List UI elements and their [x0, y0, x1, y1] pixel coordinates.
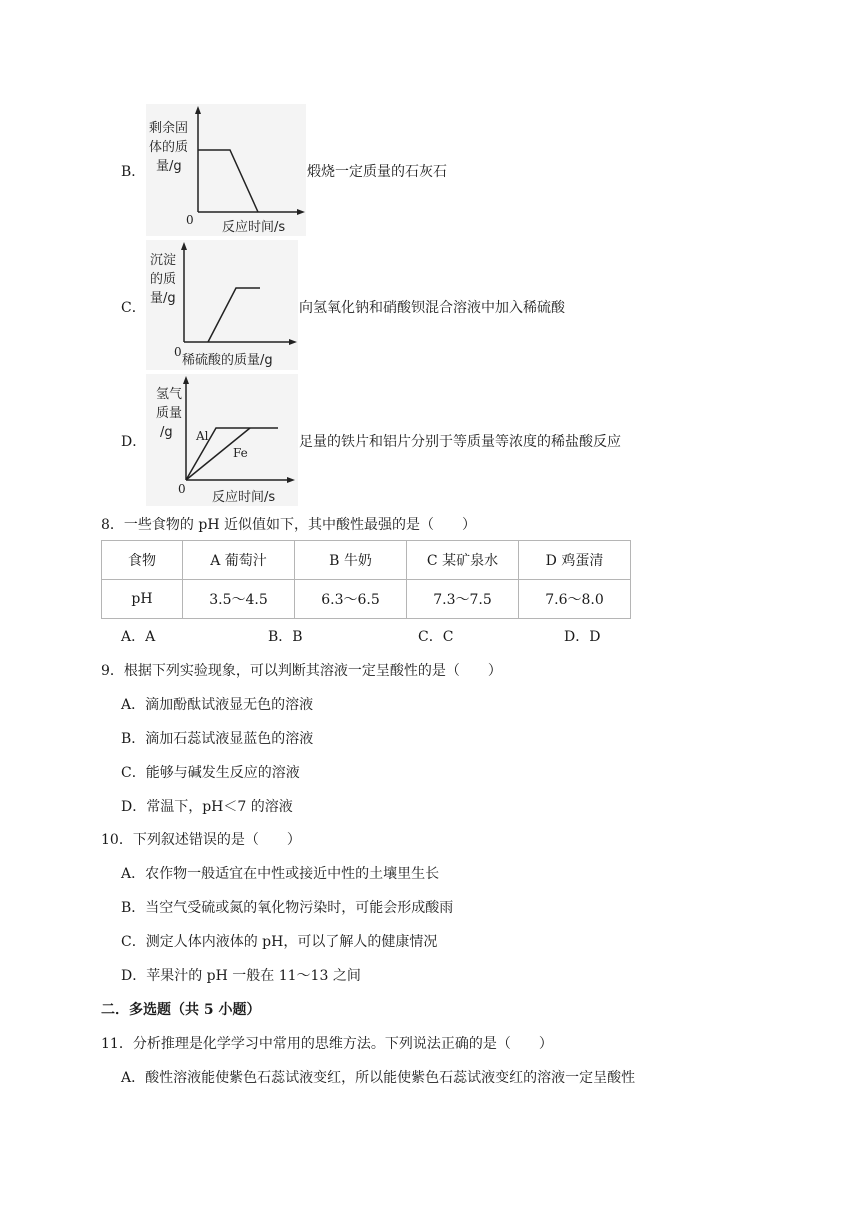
graph-c-ylabel-2: 的质	[150, 272, 177, 287]
graph-c-ylabel-3: 量/g	[150, 291, 176, 306]
graph-b-y-arrow	[195, 106, 201, 114]
table-header-cell: A 葡萄汁	[183, 541, 295, 580]
graph-d-description: 足量的铁片和铝片分别于等质量等浓度的稀盐酸反应	[299, 434, 621, 450]
q10-option-d: D．苹果汁的 pH 一般在 11～13 之间	[121, 968, 361, 984]
q9-option-c: C．能够与碱发生反应的溶液	[121, 765, 300, 781]
graph-b-remaining-solid	[146, 104, 306, 236]
q8-ph-table	[101, 540, 631, 619]
graph-d-hydrogen	[146, 374, 298, 506]
table-cell: 3.5～4.5	[183, 580, 295, 619]
q9-option-b: B．滴加石蕊试液显蓝色的溶液	[121, 731, 314, 747]
graph-d-ylabel-1: 氢气	[156, 387, 183, 402]
graph-b-description: 煅烧一定质量的石灰石	[307, 164, 447, 180]
q11-option-a: A．酸性溶液能使紫色石蕊试液变红，所以能使紫色石蕊试液变红的溶液一定呈酸性	[121, 1070, 636, 1086]
graph-c-y-arrow	[181, 242, 187, 250]
table-header-cell: B 牛奶	[295, 541, 407, 580]
graph-c-origin: 0	[174, 345, 182, 359]
graph-b-xlabel: 反应时间/s	[222, 220, 286, 235]
q8-option-c: C．C	[418, 629, 454, 645]
graph-b-ylabel-2: 体的质	[149, 140, 189, 155]
option-letter-c: C．	[121, 300, 146, 316]
graph-d-xlabel: 反应时间/s	[212, 490, 276, 505]
graph-b-ylabel-3: 量/g	[156, 159, 182, 174]
graph-d-ylabel-3: /g	[160, 425, 173, 440]
q10-option-a: A．农作物一般适宜在中性或接近中性的土壤里生长	[121, 866, 440, 882]
table-row	[102, 541, 631, 580]
graph-b-curve	[198, 150, 258, 212]
graph-c-curve	[208, 288, 260, 342]
graph-d-ylabel-2: 质量	[156, 406, 183, 421]
graph-d-fe-label: Fe	[233, 446, 248, 460]
q8-option-d: D．D	[564, 629, 601, 645]
graph-b-x-arrow	[297, 209, 305, 215]
graph-b-origin: 0	[186, 213, 194, 227]
option-letter-b: B．	[121, 164, 146, 180]
q9-option-a: A．滴加酚酞试液显无色的溶液	[121, 697, 314, 713]
table-header-cell: D 鸡蛋清	[519, 541, 631, 580]
graph-c-precipitate	[146, 240, 298, 370]
graph-c-xlabel: 稀硫酸的质量/g	[182, 353, 273, 368]
q8-option-a: A．A	[121, 629, 156, 645]
graph-d-al-label: Al	[196, 429, 209, 443]
q8-option-b: B．B	[268, 629, 303, 645]
graph-b-ylabel-1: 剩余固	[149, 121, 189, 136]
option-letter-d: D．	[121, 434, 147, 450]
q9-stem: 9．根据下列实验现象，可以判断其溶液一定呈酸性的是（ ）	[101, 663, 502, 679]
table-cell: pH	[102, 580, 183, 619]
graph-c-x-arrow	[289, 339, 297, 345]
section-heading-multiple-choice: 二．多选题（共 5 小题）	[101, 1002, 261, 1018]
graph-d-y-arrow	[183, 376, 189, 384]
q8-stem: 8．一些食物的 pH 近似值如下，其中酸性最强的是（ ）	[101, 517, 476, 533]
q11-stem: 11．分析推理是化学学习中常用的思维方法。下列说法正确的是（ ）	[101, 1036, 553, 1052]
q10-option-c: C．测定人体内液体的 pH，可以了解人的健康情况	[121, 934, 438, 950]
q9-option-d: D．常温下，pH＜7 的溶液	[121, 799, 293, 815]
table-header-cell: C 某矿泉水	[407, 541, 519, 580]
table-row	[102, 580, 631, 619]
q10-option-b: B．当空气受硫或氮的氧化物污染时，可能会形成酸雨	[121, 900, 454, 916]
graph-c-ylabel-1: 沉淀	[150, 253, 177, 268]
table-cell: 6.3～6.5	[295, 580, 407, 619]
graph-d-origin: 0	[178, 482, 186, 496]
q10-stem: 10．下列叙述错误的是（ ）	[101, 832, 301, 848]
graph-d-x-arrow	[287, 477, 295, 483]
graph-c-description: 向氢氧化钠和硝酸钡混合溶液中加入稀硫酸	[299, 300, 565, 316]
table-cell: 7.3～7.5	[407, 580, 519, 619]
table-cell: 7.6～8.0	[519, 580, 631, 619]
table-header-cell: 食物	[102, 541, 183, 580]
